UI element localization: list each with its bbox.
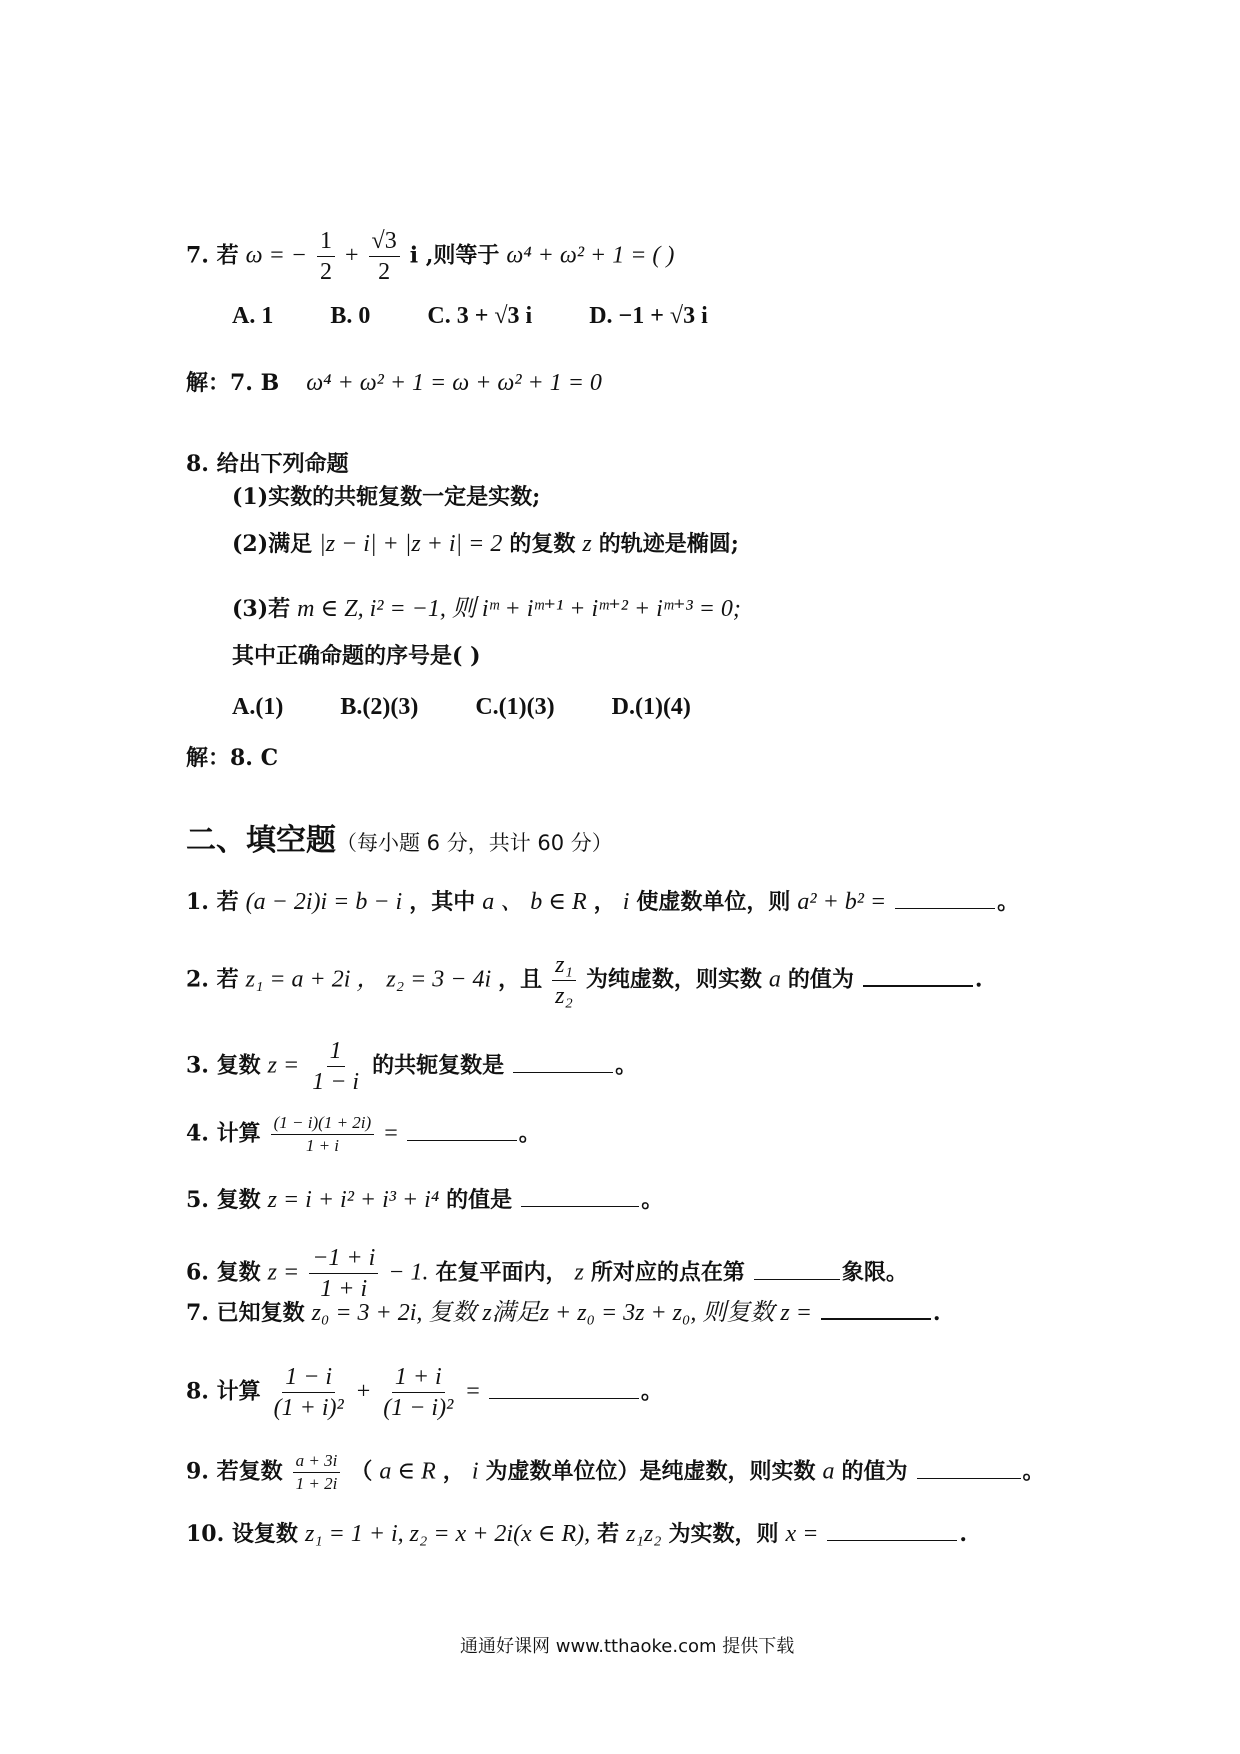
q7-omega-def: ω = − [245,242,307,269]
fill-4-end: 。 [518,1120,541,1147]
q7-option-a: A. 1 [232,303,274,329]
fill-10-a: 10. 设复数 [186,1521,298,1547]
q8-option-a: A.(1) [232,694,284,720]
fill-8-den1: (1 + i)² [273,1395,344,1421]
fill-9 [186,1450,1045,1495]
fill-5-expr: z = i + i² + i³ + i⁴ [267,1187,440,1213]
fill-6-num: −1 + i [309,1243,378,1274]
fill-2-den: z₂ [555,983,573,1009]
fill-9-c: a ∈ R [379,1458,436,1485]
fill-8-den2: (1 − i)² [383,1395,454,1421]
fill-3-end: 。 [615,1052,638,1079]
fill-7-end: . [932,1300,941,1326]
section2-title: 二、填空题 [186,823,336,858]
fill-8-frac2 [380,1362,456,1423]
fill-3-num: 1 [327,1036,345,1067]
q7-stem-line [186,226,674,287]
fill-2-d: a [768,966,781,993]
fill-6-blank[interactable] [754,1257,840,1280]
fill-9-num: a + 3i [293,1450,341,1473]
fill-2-blank[interactable] [863,963,973,987]
fill-8-end: 。 [640,1378,663,1405]
fill-6-den: 1 + i [320,1276,368,1302]
fill-9-end: 。 [1022,1458,1045,1485]
q8-p1: (1)实数的共轭复数一定是实数; [232,484,541,510]
q7-solution [186,369,602,398]
fill-1-d: ， [593,889,616,915]
fill-8-a: 8. 计算 [186,1378,261,1405]
fill-5-b: 的值是 [446,1187,513,1213]
q7-frac1-den: 2 [319,259,332,285]
fill-6-z: z = [267,1259,300,1286]
fill-1-c: a 、 b ∈ R [482,889,587,915]
fill-2-b: ，且 [498,966,543,993]
q8-p3-expr: m ∈ Z, i² = −1, 则 iᵐ + iᵐ⁺¹ + iᵐ⁺² + iᵐ⁺³ = 0; [297,596,741,622]
fill-6-e: 象限。 [841,1259,908,1286]
fill-2-num: z₁ [552,950,576,981]
fill-9-a: 9. 若复数 [186,1458,283,1485]
q8-ask: 其中正确命题的序号是( ) [232,643,481,669]
fill-4-frac [271,1112,375,1157]
fill-6 [186,1243,908,1304]
q7-expr: ω⁴ + ω² + 1 = ( ) [506,242,675,269]
q7-option-c: C. 3 + √3 i [427,303,533,329]
q8-option-b: B.(2)(3) [340,694,419,720]
fill-10 [186,1518,967,1549]
fill-8-frac1 [271,1362,347,1423]
fill-5-end: 。 [641,1187,664,1213]
q8-p2-c: 的轨迹是椭圆; [598,531,739,557]
fill-9-g: a [822,1458,835,1485]
fill-1-expr: (a − 2i)i = b − i [245,889,403,915]
fill-9-b: （ [350,1458,373,1485]
q7-frac2 [369,226,400,287]
q8-p3 [232,595,741,624]
fill-1-g: a² + b² = [797,889,887,915]
q8-option-c: C.(1)(3) [475,694,555,720]
fill-3-b: 的共轭复数是 [372,1052,505,1079]
fill-9-h: 的值为 [841,1458,908,1485]
fill-6-tail: − 1. [388,1259,429,1286]
fill-3-den: 1 − i [312,1069,360,1095]
fill-7 [186,1296,941,1328]
q7-solution-expr: ω⁴ + ω² + 1 = ω + ω² + 1 = 0 [306,370,602,396]
q8-p2-expr: |z − i| + |z + i| = 2 [319,531,503,557]
fill-2-c: 为纯虚数，则实数 [585,966,762,993]
fill-9-e: i [471,1458,479,1485]
fill-9-frac [293,1450,341,1495]
q8-p2-z: z [582,531,592,557]
q7-plus: + [344,242,359,269]
fill-6-a: 6. 复数 [186,1259,261,1286]
q7-frac2-num: √3 [369,226,400,257]
q7-frac2-den: 2 [378,259,391,285]
fill-3 [186,1036,637,1097]
fill-9-f: 为虚数单位位）是纯虚数，则实数 [485,1458,816,1485]
fill-9-den: 1 + 2i [295,1474,338,1493]
fill-7-blank[interactable] [821,1296,931,1320]
section2-subtitle: （每小题 6 分，共计 60 分） [336,831,613,855]
fill-10-end: . [959,1521,968,1547]
fill-4-den: 1 + i [305,1136,340,1155]
fill-4-blank[interactable] [407,1118,517,1141]
fill-8 [186,1362,663,1423]
fill-1 [186,886,1019,917]
fill-3-a: 3. 复数 [186,1052,261,1079]
fill-2-end: . [974,966,983,993]
fill-2-expr: z₁ = a + 2i ， z₂ = 3 − 4i [245,966,492,993]
fill-1-blank[interactable] [895,886,995,909]
fill-3-frac [309,1036,362,1097]
fill-9-d: ， [442,1458,465,1485]
fill-10-expr: z₁ = 1 + i, z₂ = x + 2i(x ∈ R), [304,1521,591,1547]
q7-frac1-num: 1 [317,226,335,257]
fill-5 [186,1184,663,1215]
q8-p3-a: (3)若 [232,596,291,622]
fill-8-blank[interactable] [489,1376,639,1399]
fill-6-frac [309,1243,378,1304]
q7-option-d: D. −1 + √3 i [589,303,708,329]
fill-1-b: ，其中 [409,889,476,915]
fill-1-end: 。 [997,889,1020,915]
q8-options [232,693,691,722]
q7-options [232,302,708,331]
fill-3-z: z = [267,1052,300,1079]
fill-2-e: 的值为 [787,966,854,993]
q7-frac1 [317,226,335,287]
fill-9-blank[interactable] [917,1456,1021,1479]
q7-solution-label: 解：7. B [186,370,280,396]
fill-2-a: 2. 若 [186,966,239,993]
fill-1-e: i [622,889,630,915]
q8-option-d: D.(1)(4) [611,694,691,720]
fill-4 [186,1112,541,1157]
q8-p2-a: (2)满足 [232,531,313,557]
fill-2-frac [552,950,576,1011]
fill-6-d: 所对应的点在第 [590,1259,745,1286]
fill-10-d: 为实数，则 [668,1521,779,1547]
fill-8-num2: 1 + i [392,1362,445,1393]
q8-p2-b: 的复数 [509,531,576,557]
q7-i-tail: i ,则等于 [409,242,500,269]
fill-8-num1: 1 − i [282,1362,335,1393]
fill-8-plus: + [356,1378,371,1405]
fill-8-eq: = [466,1378,480,1405]
q7-stem: 7. 若 [186,242,239,269]
q8-solution: 解：8. C [186,745,279,771]
q7-option-b: B. 0 [330,303,371,329]
fill-5-blank[interactable] [521,1184,639,1207]
fill-1-f: 使虚数单位，则 [636,889,791,915]
fill-4-a: 4. 计算 [186,1120,261,1147]
fill-6-c: z [574,1259,584,1286]
fill-10-blank[interactable] [827,1518,957,1541]
q8-p2 [232,530,739,559]
fill-4-eq: = [384,1120,398,1147]
fill-6-b: 在复平面内， [435,1259,568,1286]
fill-2 [186,950,983,1011]
section2-heading [186,822,613,863]
fill-4-num: (1 − i)(1 + 2i) [271,1112,375,1135]
q8-stem: 8. 给出下列命题 [186,451,349,477]
fill-7-a: 7. 已知复数 [186,1300,305,1326]
fill-10-b: 若 [597,1521,620,1547]
fill-1-a: 1. 若 [186,889,239,915]
page-footer: 通通好课网 www.tthaoke.com 提供下载 [460,1636,795,1657]
fill-10-e: x = [785,1521,819,1547]
fill-3-blank[interactable] [513,1050,613,1073]
fill-7-expr: z₀ = 3 + 2i, 复数 z满足z + z₀ = 3z + z₀, 则复数 z = [311,1300,812,1326]
fill-5-a: 5. 复数 [186,1187,261,1213]
fill-10-c: z₁z₂ [626,1521,662,1547]
